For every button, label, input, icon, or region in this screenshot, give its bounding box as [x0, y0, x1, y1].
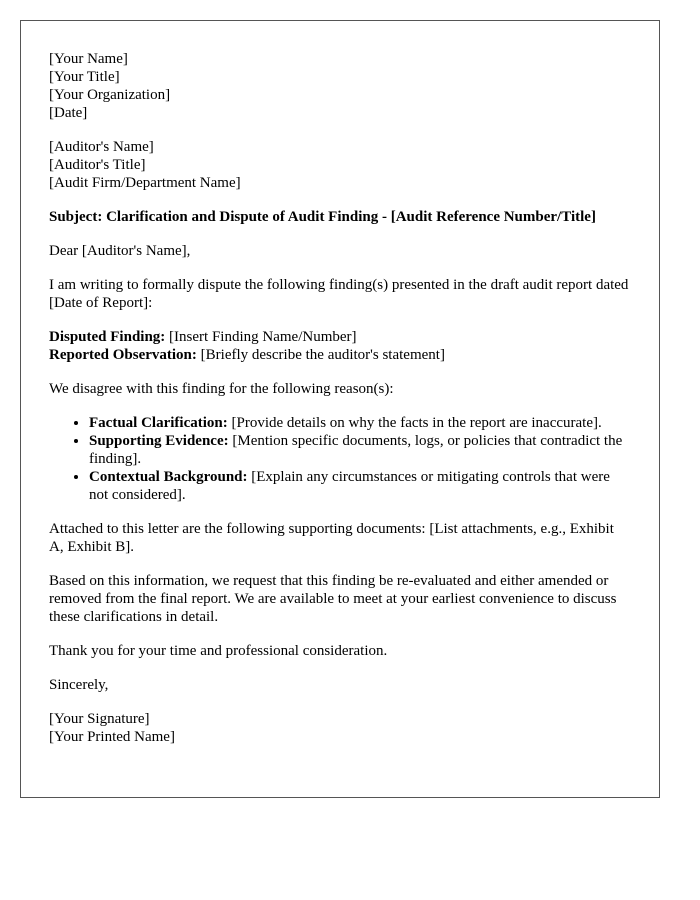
thanks-paragraph: Thank you for your time and professional consideration.	[49, 643, 388, 659]
subject-line	[49, 208, 631, 226]
reason-text: [Explain any circumstances or mitigating controls that were not considered].	[89, 469, 610, 503]
sender-title: [Your Title]	[49, 69, 120, 85]
reason-text: [Provide details on why the facts in the report are inaccurate].	[231, 415, 602, 431]
letter-document	[20, 20, 660, 798]
subject-text: Subject: Clarification and Dispute of Audit Finding - [Audit Reference Number/Title]	[49, 209, 596, 225]
finding-block	[49, 328, 631, 364]
letter-date: [Date]	[49, 105, 88, 121]
disputed-finding-value: [Insert Finding Name/Number]	[169, 329, 357, 345]
sender-block	[49, 50, 631, 122]
reported-observation-label: Reported Observation:	[49, 347, 197, 363]
intro-paragraph: I am writing to formally dispute the following finding(s) presented in the draft audit report dated [Date of Report]:	[49, 277, 629, 311]
reported-observation-value: [Briefly describe the auditor's statement]	[200, 347, 445, 363]
reason-text: [Mention specific documents, logs, or policies that contradict the finding].	[89, 433, 623, 467]
signature-block	[49, 710, 631, 746]
disputed-finding-label: Disputed Finding:	[49, 329, 166, 345]
salutation: Dear [Auditor's Name],	[49, 243, 191, 259]
reason-label: Supporting Evidence:	[89, 433, 229, 449]
recipient-firm: [Audit Firm/Department Name]	[49, 175, 241, 191]
reason-item	[89, 468, 631, 504]
sender-organization: [Your Organization]	[49, 87, 171, 103]
reasons-list	[49, 414, 631, 504]
reason-item	[89, 432, 631, 468]
signature-line: [Your Signature]	[49, 711, 150, 727]
recipient-title: [Auditor's Title]	[49, 157, 146, 173]
reason-label: Factual Clarification:	[89, 415, 228, 431]
attachments-paragraph: Attached to this letter are the following supporting documents: [List attachments, e.g., Exhibit A, Exhibit B].	[49, 521, 614, 555]
reasons-intro: We disagree with this finding for the following reason(s):	[49, 381, 394, 397]
reason-item	[89, 414, 631, 432]
sender-name: [Your Name]	[49, 51, 128, 67]
reported-observation-line	[49, 346, 631, 364]
recipient-name: [Auditor's Name]	[49, 139, 154, 155]
closing: Sincerely,	[49, 677, 109, 693]
disputed-finding-line	[49, 328, 631, 346]
request-paragraph: Based on this information, we request that this finding be re-evaluated and either amended or removed from the final report. We are available to meet at your earliest convenience to discuss these clarifications in detail.	[49, 573, 617, 625]
reason-label: Contextual Background:	[89, 469, 248, 485]
printed-name: [Your Printed Name]	[49, 729, 175, 745]
recipient-block	[49, 138, 631, 192]
